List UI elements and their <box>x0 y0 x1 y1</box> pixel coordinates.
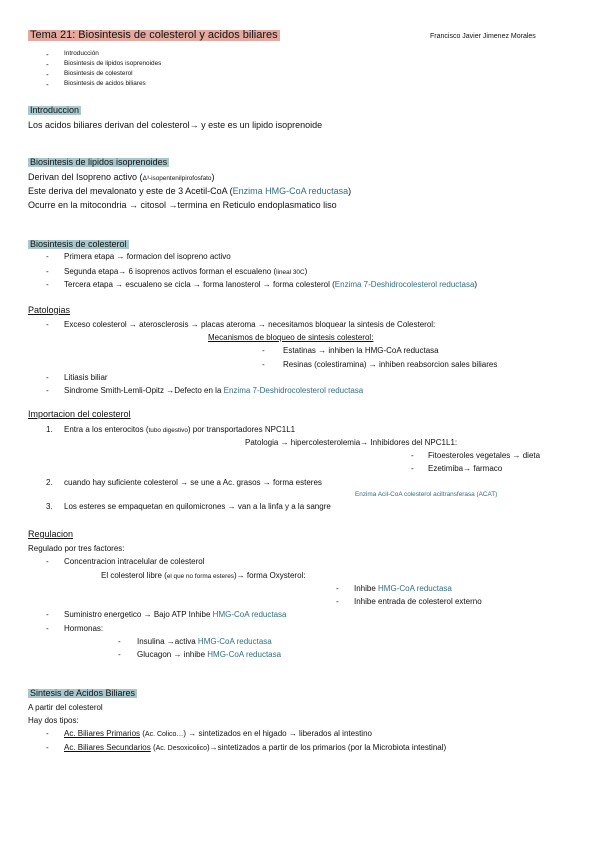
bullet: - <box>46 373 49 382</box>
bullet: - <box>336 597 339 606</box>
bullet: - <box>46 729 49 738</box>
regulation-factor-1: Concentracion intracelular de colesterol <box>64 557 205 566</box>
iso-line-2: Este deriva del mevalonato y este de 3 Acetil-CoA (Enzima HMG-CoA reductasa) <box>28 186 352 196</box>
bullet: - <box>46 610 49 619</box>
bullet: - <box>411 464 414 473</box>
section-heading-cholesterol: Biosintesis de colesterol <box>30 239 127 249</box>
bile-acids-secondary: Ac. Biliares Secundarios (Ac. Desoxicolico)→sintetizados a partir de los primarios (por la Microbiota intestinal) <box>64 743 447 752</box>
bullet: - <box>411 451 414 460</box>
index-item: Biosintesis de lipidos isoprenoides <box>64 60 162 67</box>
author-name: Francisco Javier Jimenez Morales <box>430 33 536 40</box>
hormone-glucagon: Glucagon → inhibe HMG-CoA reductasa <box>137 650 282 659</box>
inhibitor-ezetimibe: Ezetimiba→ farmaco <box>428 464 503 473</box>
regulation-intro: Regulado por tres factores: <box>28 544 125 553</box>
section-heading-import: Importacion del colesterol <box>28 409 131 419</box>
chol-step-3: Tercera etapa → escualeno se cicla → forma lanosterol → forma colesterol (Enzima 7-Deshidrocolesterol reductasa) <box>64 280 478 289</box>
bile-line-1: A partir del colesterol <box>28 703 103 712</box>
intro-text: Los acidos biliares derivan del colesterol→ y este es un lipido isoprenoide <box>28 120 323 130</box>
pathology-item-1: Exceso colesterol → aterosclerosis → placas ateroma → necesitamos bloquear la sintesis de Colesterol: <box>64 320 436 329</box>
free-cholesterol-line: El colesterol libre (el que no forma esteres)→ forma Oxysterol: <box>101 571 306 580</box>
bullet: - <box>262 360 265 369</box>
bile-acids-primary: Ac. Biliares Primarios (Ac. Colico…) → sintetizados en el higado → liberados al intestino <box>64 729 372 738</box>
bullet: - <box>46 50 49 59</box>
bullet: - <box>118 637 121 646</box>
index-item: Biosintesis de colesterol <box>64 70 133 77</box>
bullet: - <box>336 584 339 593</box>
bullet: - <box>118 650 121 659</box>
mechanism-resins: Resinas (colestiramina) → inhiben reabsorcion sales biliares <box>283 360 498 369</box>
section-heading-isoprenoids: Biosintesis de lipidos isoprenoides <box>30 157 168 167</box>
inhibitor-phytosterols: Fitoesteroles vegetales → dieta <box>428 451 541 460</box>
bullet: - <box>46 320 49 329</box>
enzyme-acat: Enzima Acil-CoA colesterol aciltransferasa (ACAT) <box>355 491 498 498</box>
hormone-insulin: Insulina →activa HMG-CoA reductasa <box>137 637 272 646</box>
iso-line-3: Ocurre en la mitocondria → citosol →termina en Reticulo endoplasmatico liso <box>28 200 337 210</box>
mechanism-statins: Estatinas → inhiben la HMG-CoA reductasa <box>283 346 439 355</box>
index-item: Biosintesis de acidos biliares <box>64 80 146 87</box>
list-number: 1. <box>46 425 53 434</box>
chol-step-1: Primera etapa → formacion del isopreno activo <box>64 252 231 261</box>
import-pathology: Patologia → hipercolesterolemia→ Inhibidores del NPC1L1: <box>245 438 458 447</box>
import-step-1: Entra a los enterocitos (tubo digestivo) por transportadores NPC1L1 <box>64 425 296 434</box>
section-heading-intro: Introduccion <box>30 105 80 115</box>
list-number: 2. <box>46 478 53 487</box>
oxysterol-effect-1: Inhibe HMG-CoA reductasa <box>354 584 452 593</box>
bullet: - <box>46 624 49 633</box>
section-heading-bile-acids: Sintesis de Acidos Biliares <box>30 688 136 698</box>
bullet: - <box>46 267 49 276</box>
bullet: - <box>46 743 49 752</box>
section-heading-pathologies: Patologias <box>28 305 71 315</box>
bullet: - <box>46 60 49 69</box>
regulation-factor-3: Hormonas: <box>64 624 104 633</box>
bullet: - <box>46 386 49 395</box>
pathology-item-2: Litiasis biliar <box>64 373 108 382</box>
bullet: - <box>46 557 49 566</box>
document-title: Tema 21: Biosintesis de colesterol y acidos biliares <box>30 29 278 41</box>
iso-line-1: Derivan del Isopreno activo (Δ³-isopentenilpirofosfato) <box>28 172 215 182</box>
oxysterol-effect-2: Inhibe entrada de colesterol externo <box>354 597 482 606</box>
bile-line-2: Hay dos tipos: <box>28 716 79 725</box>
bullet: - <box>46 280 49 289</box>
bullet: - <box>262 346 265 355</box>
section-heading-regulation: Regulacion <box>28 529 74 539</box>
bullet: - <box>46 80 49 89</box>
bullet: - <box>46 70 49 79</box>
pathology-item-3: Sindrome Smith-Lemli-Opitz →Defecto en la Enzima 7-Deshidrocolesterol reductasa <box>64 386 364 395</box>
list-number: 3. <box>46 502 53 511</box>
index-item: Introducción <box>64 50 99 57</box>
import-step-2: cuando hay suficiente colesterol → se une a Ac. grasos → forma esteres <box>64 478 322 487</box>
chol-step-2: Segunda etapa→ 6 isoprenos activos forman el escualeno (lineal 30C) <box>64 267 308 276</box>
regulation-factor-2: Suministro energetico → Bajo ATP Inhibe HMG-CoA reductasa <box>64 610 287 619</box>
import-step-3: Los esteres se empaquetan en quilomicrones → van a la linfa y a la sangre <box>64 502 331 511</box>
bullet: - <box>46 252 49 261</box>
mechanisms-heading: Mecanismos de bloqueo de sintesis colesterol: <box>208 333 374 342</box>
